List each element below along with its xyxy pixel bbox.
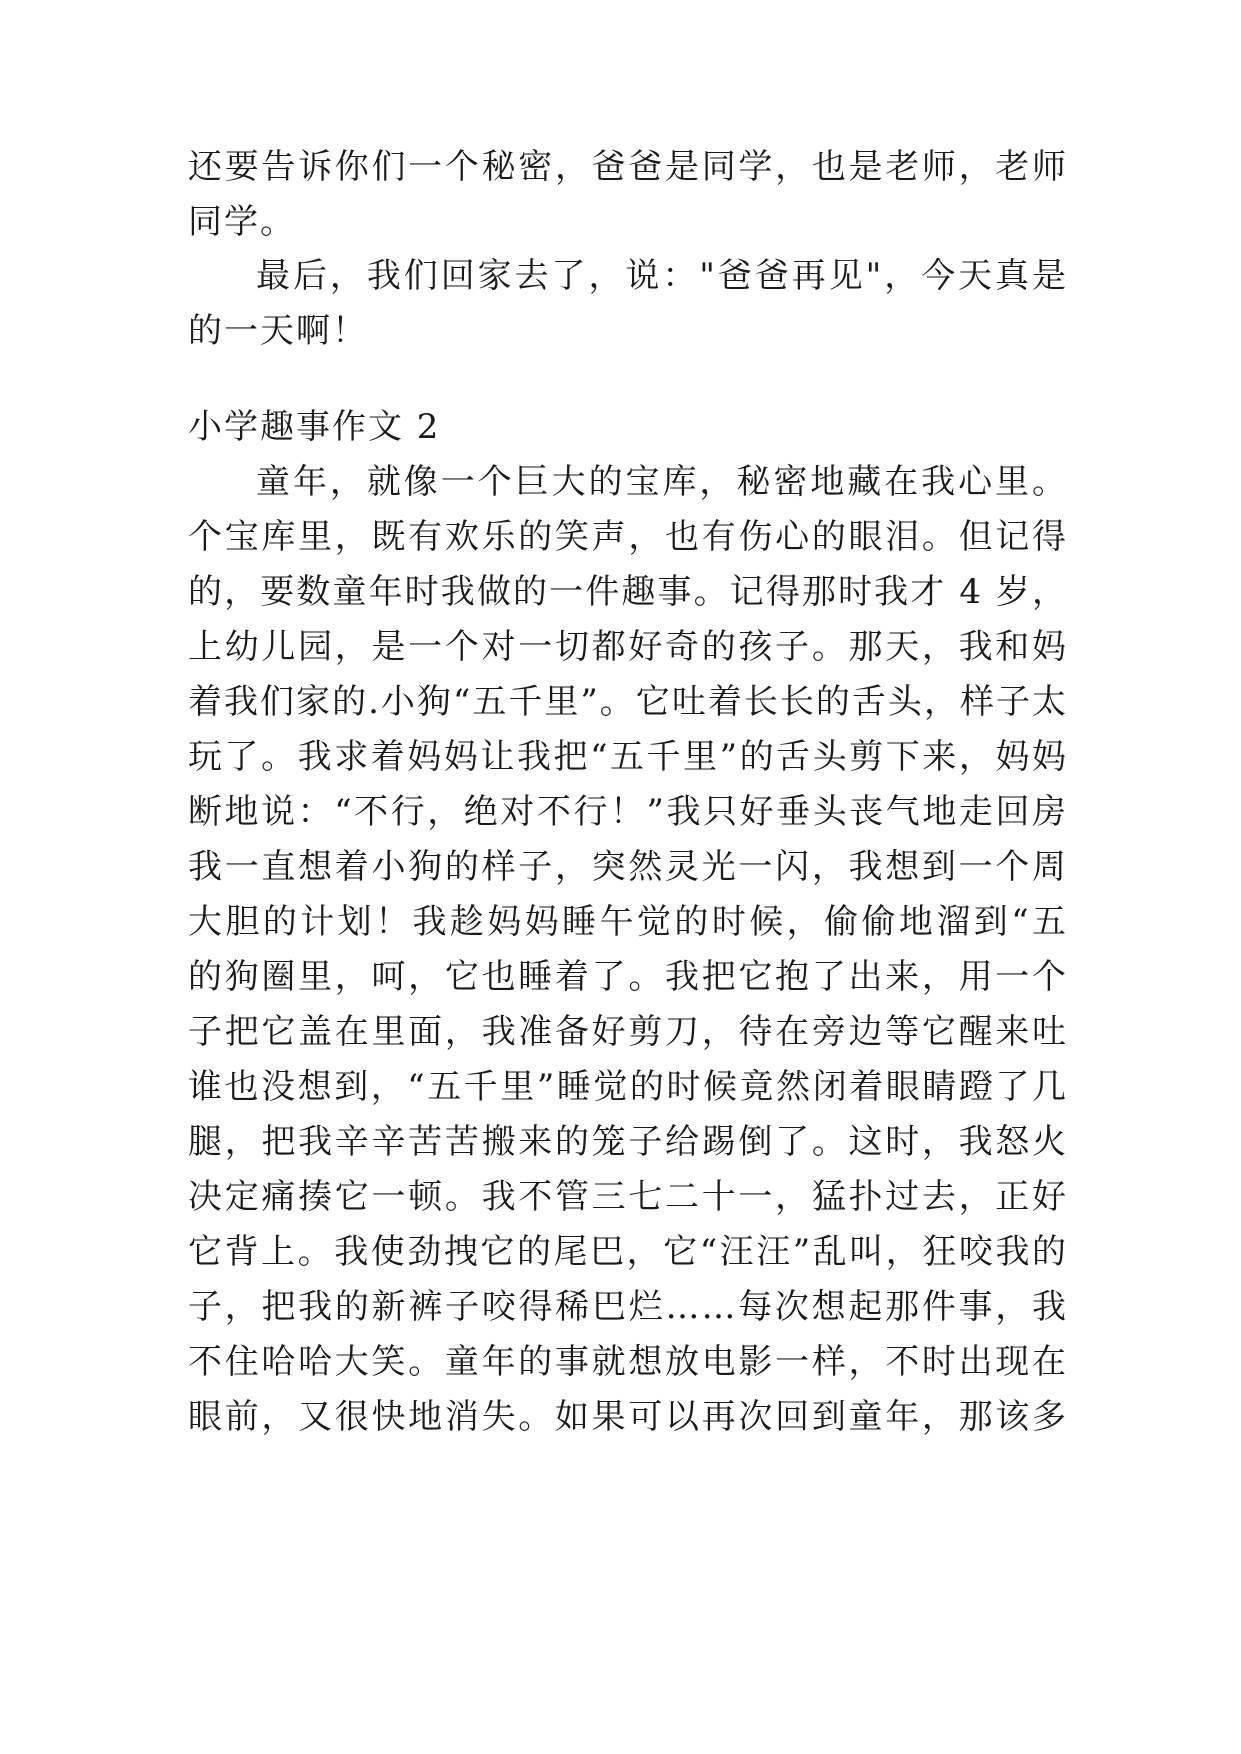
paragraph-line: 腿，把我辛辛苦苦搬来的笼子给踢倒了。这时，我怒火 [188, 1122, 1068, 1162]
paragraph-line: 还要告诉你们一个秘密，爸爸是同学，也是老师，老师 [188, 147, 1068, 187]
paragraph-line: 大胆的计划！我趁妈妈睡午觉的时候，偷偷地溜到“五 [188, 902, 1068, 942]
paragraph-line: 子把它盖在里面，我准备好剪刀，待在旁边等它醒来吐 [188, 1012, 1068, 1052]
paragraph-line: 个宝库里，既有欢乐的笑声，也有伤心的眼泪。但记得 [188, 517, 1068, 557]
paragraph-line: 子，把我的新裤子咬得稀巴烂……每次想起那件事，我 [188, 1287, 1068, 1327]
paragraph-line: 的狗圈里，呵，它也睡着了。我把它抱了出来，用一个 [188, 957, 1068, 997]
paragraph-line: 的，要数童年时我做的一件趣事。记得那时我才 4 岁， [188, 572, 1068, 612]
paragraph-line: 着我们家的.小狗“五千里”。它吐着长长的舌头，样子太 [188, 682, 1068, 722]
paragraph-line: 玩了。我求着妈妈让我把“五千里”的舌头剪下来，妈妈 [188, 737, 1068, 777]
paragraph-line: 童年，就像一个巨大的宝库，秘密地藏在我心里。 [256, 462, 1068, 502]
paragraph-line: 眼前，又很快地消失。如果可以再次回到童年，那该多 [188, 1397, 1068, 1437]
paragraph-line: 它背上。我使劲拽它的尾巴，它“汪汪”乱叫，狂咬我的 [188, 1232, 1068, 1272]
paragraph-line: 同学。 [188, 202, 296, 242]
paragraph-line: 我一直想着小狗的样子，突然灵光一闪，我想到一个周 [188, 847, 1068, 887]
section-heading: 小学趣事作文 2 [188, 407, 441, 447]
paragraph-line: 谁也没想到，“五千里”睡觉的时候竟然闭着眼睛蹬了几 [188, 1067, 1068, 1107]
paragraph-line: 的一天啊！ [188, 311, 368, 351]
paragraph-line: 最后，我们回家去了，说："爸爸再见"，今天真是 [256, 256, 1068, 296]
paragraph-line: 不住哈哈大笑。童年的事就想放电影一样，不时出现在 [188, 1342, 1068, 1382]
paragraph-line: 决定痛揍它一顿。我不管三七二十一，猛扑过去，正好 [188, 1177, 1068, 1217]
paragraph-line: 上幼儿园，是一个对一切都好奇的孩子。那天，我和妈 [188, 627, 1068, 667]
paragraph-line: 断地说：“不行，绝对不行！”我只好垂头丧气地走回房 [188, 792, 1068, 832]
